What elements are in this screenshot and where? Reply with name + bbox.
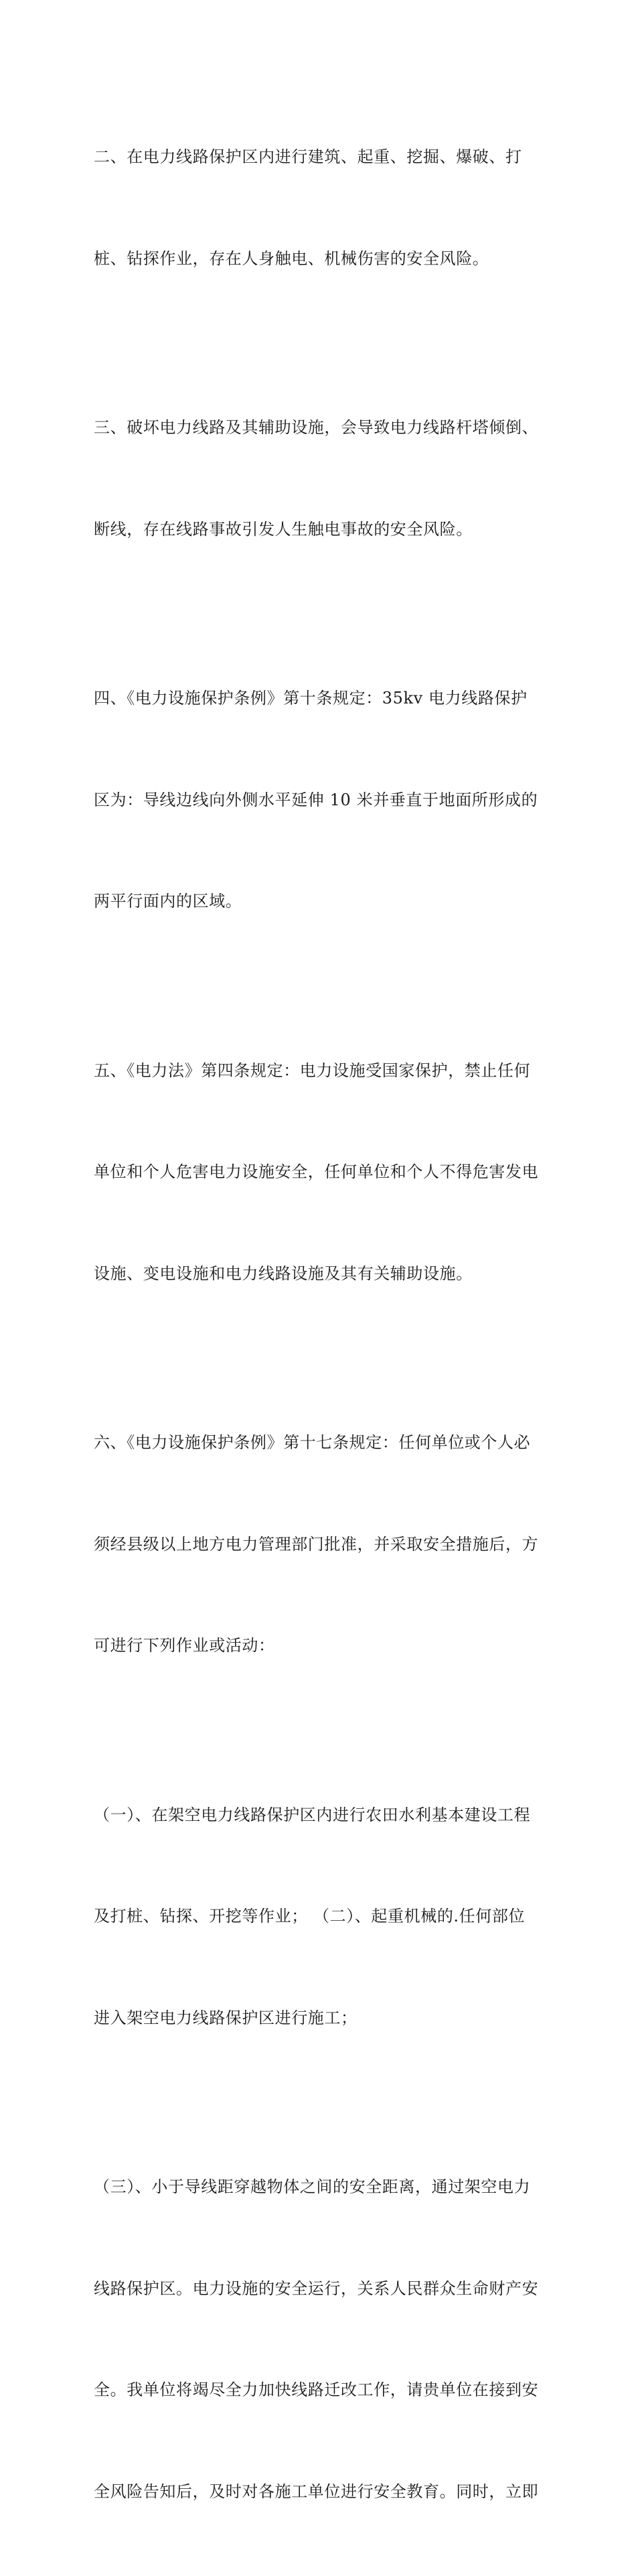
paragraph-2 bbox=[94, 72, 546, 343]
text-line: 四、《电力设施保护条例》第十条规定：35kv 电力线路保护 bbox=[94, 689, 528, 707]
text-line: 三、破坏电力线路及其辅助设施，会导致电力线路杆塔倾倒、 bbox=[94, 418, 539, 437]
text-line: 全。我单位将竭尽全力加快线路迁改工作，请贵单位在接到安 bbox=[94, 2380, 539, 2399]
text-line: 及打桩、钻探、开挖等作业； （二）、起重机械的.任何部位 bbox=[94, 1907, 526, 1925]
paragraph-4 bbox=[94, 614, 546, 986]
text-line: 断线，存在线路事故引发人生触电事故的安全风险。 bbox=[94, 519, 473, 539]
text-line: 可进行下列作业或活动： bbox=[94, 1636, 275, 1655]
text-line: （一）、在架空电力线路保护区内进行农田水利基本建设工程 bbox=[94, 1805, 531, 1824]
text-line: 进入架空电力线路保护区进行施工； bbox=[94, 2008, 357, 2027]
text-line: 五、《电力法》第四条规定：电力设施受国家保护，禁止任何 bbox=[94, 1061, 531, 1080]
text-line: 两平行面内的区域。 bbox=[94, 892, 242, 910]
paragraph-6-item-3 bbox=[94, 2102, 546, 2576]
text-line: （三）、小于导线距穿越物体之间的安全距离，通过架空电力 bbox=[94, 2177, 531, 2196]
text-line: 设施、变电设施和电力线路设施及其有关辅助设施。 bbox=[94, 1264, 473, 1283]
text-line: 全风险告知后，及时对各施工单位进行安全教育。同时，立即 bbox=[94, 2482, 539, 2501]
text-line: 六、《电力设施保护条例》第十七条规定：任何单位或个人必 bbox=[94, 1433, 531, 1452]
document-body bbox=[94, 72, 546, 2576]
paragraph-3 bbox=[94, 343, 546, 614]
text-line: 线路保护区。电力设施的安全运行，关系人民群众生命财产安 bbox=[94, 2279, 539, 2298]
text-line: 桩、钻探作业，存在人身触电、机械伤害的安全风险。 bbox=[94, 249, 489, 268]
text-line: 区为：导线边线向外侧水平延伸 10 米并垂直于地面所形成的 bbox=[94, 790, 538, 809]
text-line: 单位和个人危害电力设施安全，任何单位和个人不得危害发电 bbox=[94, 1162, 539, 1181]
paragraph-6 bbox=[94, 1358, 546, 1731]
paragraph-5 bbox=[94, 986, 546, 1359]
paragraph-6-item-1-2 bbox=[94, 1731, 546, 2103]
text-line: 须经县级以上地方电力管理部门批准，并采取安全措施后，方 bbox=[94, 1534, 539, 1554]
text-line: 二、在电力线路保护区内进行建筑、起重、挖掘、爆破、打 bbox=[94, 147, 522, 166]
